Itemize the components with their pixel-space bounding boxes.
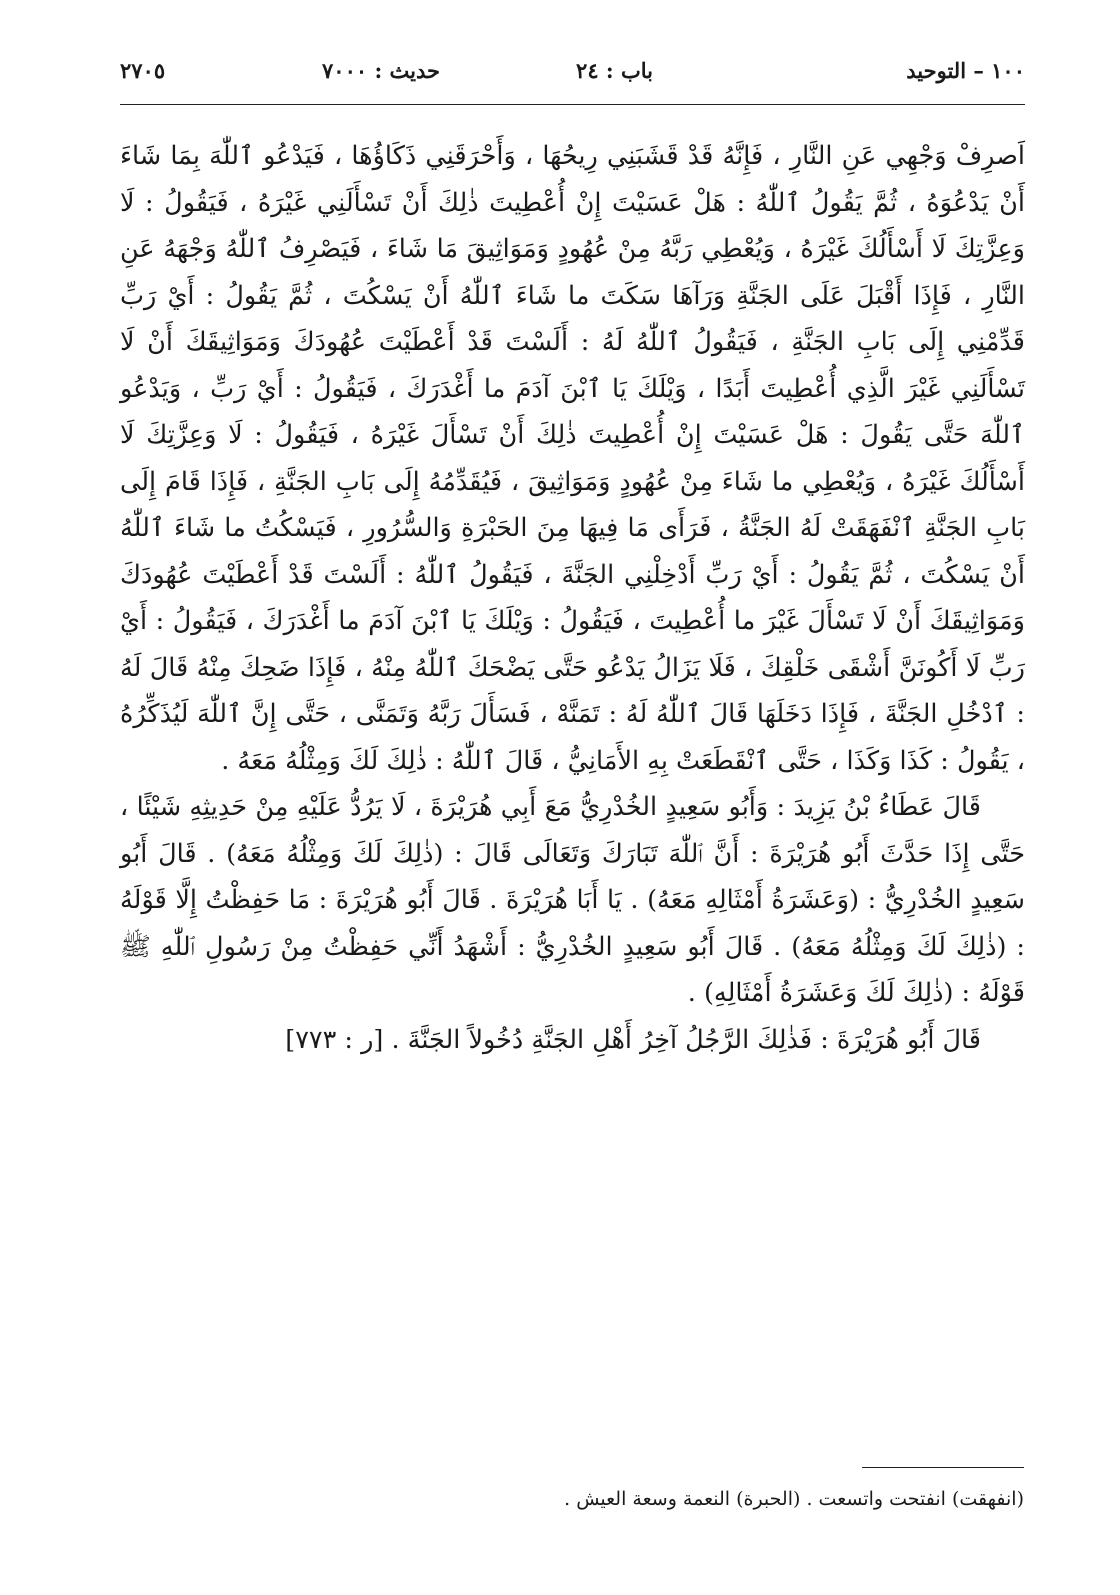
chapter-title: ١٠٠ – التوحيد bbox=[906, 58, 1025, 83]
paragraph-main: اَصرِفْ وَجْهِي عَنِ النَّارِ ، فَإِنَّهُ قَدْ قَشَبَنِي رِيحُهَا ، وَأَحْرَقَنِي ذَكَاؤُهَا ، فَيَدْعُو ٱللّٰهَ بِمَا شَاءَ أَنْ يَدْعُوَهُ ، ثُمَّ يَقُولُ ٱللّٰهُ : هَلْ عَسَيْتَ إِنْ أُعْطِيتَ ذٰلِكَ أَنْ تَسْأَلَنِي غَيْرَهُ ، فَيَقُولُ : لَا وَعِزَّتِكَ لَا أَسْأَلُكَ غَيْرَهُ ، وَيُعْطِي رَبَّهُ مِنْ عُهُودٍ وَمَوَاثِيقَ مَا شَاءَ ، فَيَصْرِفُ ٱللّٰهُ وَجْهَهُ عَنِ النَّارِ ، فَإِذَا أَقْبَلَ عَلَى الجَنَّةِ وَرَآهَا سَكَتَ ما شَاءَ ٱللّٰهُ أَنْ يَسْكُتَ ، ثُمَّ يَقُولُ : أَيْ رَبِّ قَدِّمْنِي إِلَى بَابِ الجَنَّةِ ، فَيَقُولُ ٱللّٰهُ لَهُ : أَلَسْتَ قَدْ أَعْطَيْتَ عُهُودَكَ وَمَوَاثِيقَكَ أَنْ لَا تَسْأَلَنِي غَيْرَ الَّذِي أُعْطِيتَ أَبَدًا ، وَيْلَكَ يَا ٱبْنَ آدَمَ ما أَغْدَرَكَ ، فَيَقُولُ : أَيْ رَبِّ ، وَيَدْعُو ٱللّٰهَ حَتَّى يَقُولَ : هَلْ عَسَيْتَ إِنْ أُعْطِيتَ ذٰلِكَ أَنْ تَسْأَلَ غَيْرَهُ ، فَيَقُولُ : لَا وَعِزَّتِكَ لَا أَسْأَلُكَ غَيْرَهُ ، وَيُعْطِي ما شَاءَ مِنْ عُهُودٍ وَمَوَاثِيقَ ، فَيُقَدِّمُهُ إِلَى بَابِ الجَنَّةِ ، فَإِذَا قَامَ إِلَى بَابِ الجَنَّةِ ٱنْفَهَقَتْ لَهُ الجَنَّةُ ، فَرَأَى مَا فِيهَا مِنَ الحَبْرَةِ وَالسُّرُورِ ، فَيَسْكُتُ ما شَاءَ ٱللّٰهُ أَنْ يَسْكُتَ ، ثُمَّ يَقُولُ : أَيْ رَبِّ أَدْخِلْنِي الجَنَّةَ ، فَيَقُولُ ٱللّٰهُ : أَلَسْتَ قَدْ أَعْطَيْتَ عُهُودَكَ وَمَوَاثِيقَكَ أَنْ لَا تَسْأَلَ غَيْرَ ما أُعْطِيتَ ، فَيَقُولُ : وَيْلَكَ يَا ٱبْنَ آدَمَ ما أَغْدَرَكَ ، فَيَقُولُ : أَيْ رَبِّ لَا أَكُونَنَّ أَشْقَى خَلْقِكَ ، فَلَا يَزَالُ يَدْعُو حَتَّى يَضْحَكَ ٱللّٰهُ مِنْهُ ، فَإِذَا ضَحِكَ مِنْهُ قَالَ لَهُ : ٱدْخُلِ الجَنَّةَ ، فَإِذَا دَخَلَهَا قَالَ ٱللّٰهُ لَهُ : تَمَنَّهْ ، فَسَأَلَ رَبَّهُ وَتَمَنَّى ، حَتَّى إِنَّ ٱللّٰهَ لَيُذَكِّرُهُ ، يَقُولُ : كَذَا وَكَذَا ، حَتَّى ٱنْقَطَعَتْ بِهِ الأَمَانِيُّ ، قَالَ ٱللّٰهُ : ذٰلِكَ لَكَ وَمِثْلُهُ مَعَهُ . bbox=[120, 141, 1025, 776]
footnote: (انفهقت) انفتحت واتسعت . (الحبرة) النعمة وسعة العيش . bbox=[564, 1488, 1024, 1510]
header-rule bbox=[120, 104, 1025, 105]
paragraph-abu-hurayra: قَالَ أَبُو هُرَيْرَةَ : فَذٰلِكَ الرَّجُلُ آخِرُ أَهْلِ الجَنَّةِ دُخُولاً الجَنَّةَ . [ر : ٧٧٣] bbox=[285, 1024, 981, 1055]
page-number: ٢٧٠٥ bbox=[120, 58, 166, 83]
bab-number: باب : ٢٤ bbox=[576, 58, 653, 83]
paragraph-ata: قَالَ عَطَاءُ بْنُ يَزِيدَ : وَأَبُو سَعِيدٍ الخُدْرِيُّ مَعَ أَبِي هُرَيْرَةَ ، لَا يَرُدُّ عَلَيْهِ مِنْ حَدِيثِهِ شَيْئًا ، حَتَّى إِذَا حَدَّثَ أَبُو هُرَيْرَةَ : أَنَّ ٱللّٰهَ تَبَارَكَ وَتَعَالَى قَالَ : (ذٰلِكَ لَكَ وَمِثْلُهُ مَعَهُ) . قَالَ أَبُو سَعِيدٍ الخُدْرِيُّ : (وَعَشَرَةُ أَمْثَالِهِ مَعَهُ) . يَا أَبَا هُرَيْرَةَ . قَالَ أَبُو هُرَيْرَةَ : مَا حَفِظْتُ إِلَّا قَوْلَهُ : (ذٰلِكَ لَكَ وَمِثْلُهُ مَعَهُ) . قَالَ أَبُو سَعِيدٍ الخُدْرِيُّ : أَشْهَدُ أَنِّي حَفِظْتُ مِنْ رَسُولِ ٱللّٰهِ ﷺ قَوْلَهُ : (ذٰلِكَ لَكَ وَعَشَرَةُ أَمْثَالِهِ) . bbox=[120, 792, 1025, 1008]
hadith-text bbox=[120, 133, 1025, 1063]
footnote-rule bbox=[862, 1467, 1024, 1468]
running-header bbox=[120, 58, 1025, 98]
hadith-number: حديث : ٧٠٠٠ bbox=[322, 58, 440, 83]
